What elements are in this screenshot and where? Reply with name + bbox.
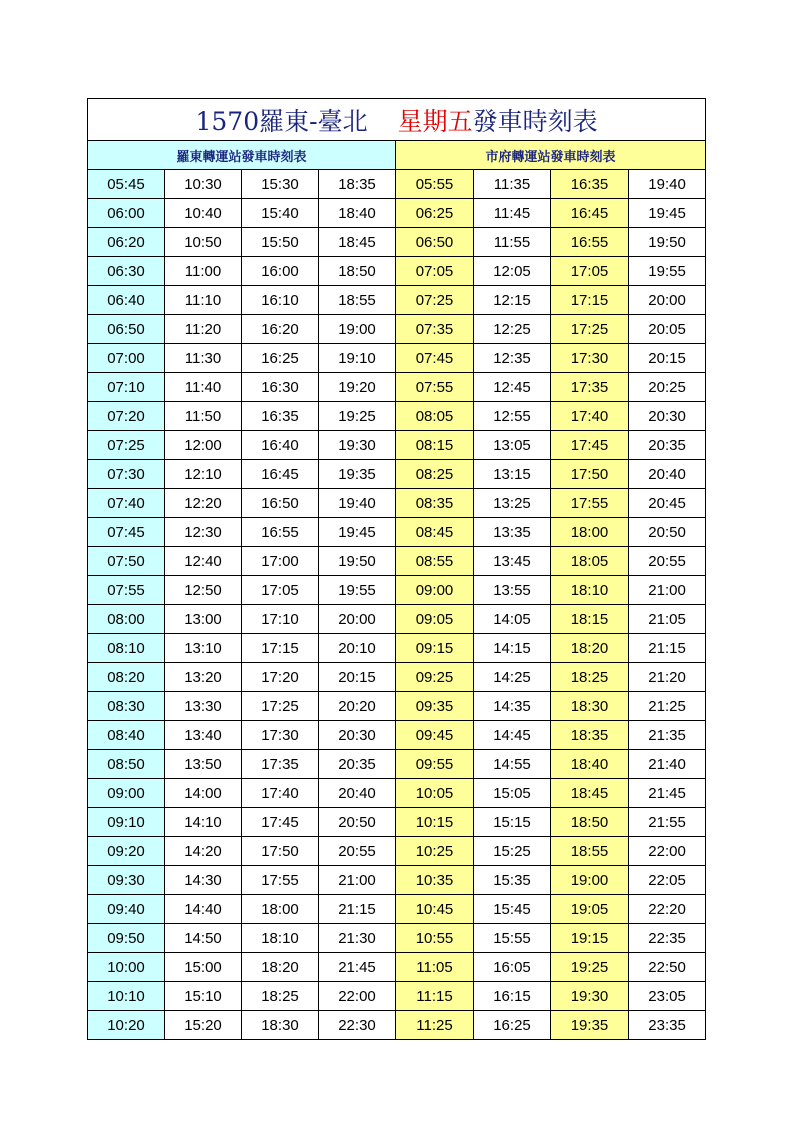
time-cell: 17:50	[551, 460, 629, 489]
time-cell: 20:40	[319, 779, 396, 808]
time-cell: 12:35	[474, 344, 551, 373]
title-row	[88, 99, 706, 141]
time-cell: 17:15	[551, 286, 629, 315]
time-cell: 20:05	[629, 315, 706, 344]
time-cell: 20:45	[629, 489, 706, 518]
time-cell: 18:00	[551, 518, 629, 547]
time-cell: 19:00	[551, 866, 629, 895]
time-cell: 09:00	[396, 576, 474, 605]
time-cell: 13:00	[165, 605, 242, 634]
time-cell: 18:55	[319, 286, 396, 315]
time-cell: 10:45	[396, 895, 474, 924]
time-cell: 18:55	[551, 837, 629, 866]
time-cell: 17:30	[242, 721, 319, 750]
time-cell: 17:35	[242, 750, 319, 779]
time-cell: 17:10	[242, 605, 319, 634]
table-row	[88, 634, 706, 663]
table-row	[88, 982, 706, 1011]
time-cell: 10:25	[396, 837, 474, 866]
title-suffix: 發車時刻表	[472, 106, 598, 136]
time-cell: 17:25	[551, 315, 629, 344]
time-cell: 18:45	[319, 228, 396, 257]
time-cell: 12:40	[165, 547, 242, 576]
time-cell: 11:35	[474, 170, 551, 199]
title-route: 1570羅東-臺北	[195, 106, 368, 136]
time-cell: 08:00	[88, 605, 165, 634]
time-cell: 11:20	[165, 315, 242, 344]
time-cell: 14:35	[474, 692, 551, 721]
time-cell: 21:40	[629, 750, 706, 779]
time-cell: 15:20	[165, 1011, 242, 1040]
time-cell: 18:40	[551, 750, 629, 779]
time-cell: 16:15	[474, 982, 551, 1011]
time-cell: 20:35	[319, 750, 396, 779]
time-cell: 18:25	[551, 663, 629, 692]
time-cell: 09:15	[396, 634, 474, 663]
time-cell: 17:25	[242, 692, 319, 721]
time-cell: 08:10	[88, 634, 165, 663]
time-cell: 21:15	[629, 634, 706, 663]
time-cell: 07:05	[396, 257, 474, 286]
time-cell: 09:50	[88, 924, 165, 953]
time-cell: 06:50	[88, 315, 165, 344]
time-cell: 09:35	[396, 692, 474, 721]
time-cell: 18:35	[551, 721, 629, 750]
time-cell: 12:45	[474, 373, 551, 402]
time-cell: 15:15	[474, 808, 551, 837]
time-cell: 21:35	[629, 721, 706, 750]
table-row	[88, 808, 706, 837]
time-cell: 19:50	[629, 228, 706, 257]
time-cell: 19:05	[551, 895, 629, 924]
time-cell: 17:35	[551, 373, 629, 402]
time-cell: 07:45	[88, 518, 165, 547]
table-row	[88, 576, 706, 605]
time-cell: 09:45	[396, 721, 474, 750]
time-cell: 08:55	[396, 547, 474, 576]
time-cell: 19:45	[319, 518, 396, 547]
time-cell: 14:00	[165, 779, 242, 808]
time-cell: 10:05	[396, 779, 474, 808]
time-cell: 10:30	[165, 170, 242, 199]
time-cell: 19:30	[319, 431, 396, 460]
time-cell: 11:40	[165, 373, 242, 402]
time-cell: 20:30	[629, 402, 706, 431]
time-cell: 07:45	[396, 344, 474, 373]
time-cell: 19:25	[551, 953, 629, 982]
time-cell: 21:00	[319, 866, 396, 895]
time-cell: 19:40	[629, 170, 706, 199]
time-cell: 17:05	[551, 257, 629, 286]
time-cell: 11:10	[165, 286, 242, 315]
time-cell: 20:15	[629, 344, 706, 373]
time-cell: 19:35	[551, 1011, 629, 1040]
time-cell: 14:50	[165, 924, 242, 953]
time-cell: 17:15	[242, 634, 319, 663]
time-cell: 10:20	[88, 1011, 165, 1040]
time-cell: 06:00	[88, 199, 165, 228]
time-cell: 12:55	[474, 402, 551, 431]
table-row	[88, 518, 706, 547]
time-cell: 18:50	[319, 257, 396, 286]
time-cell: 23:05	[629, 982, 706, 1011]
time-cell: 20:10	[319, 634, 396, 663]
time-cell: 08:25	[396, 460, 474, 489]
time-cell: 07:00	[88, 344, 165, 373]
time-cell: 12:30	[165, 518, 242, 547]
time-cell: 14:20	[165, 837, 242, 866]
time-cell: 08:05	[396, 402, 474, 431]
time-cell: 16:55	[551, 228, 629, 257]
time-cell: 18:30	[242, 1011, 319, 1040]
time-cell: 17:55	[242, 866, 319, 895]
time-cell: 20:35	[629, 431, 706, 460]
table-row	[88, 663, 706, 692]
time-cell: 13:35	[474, 518, 551, 547]
table-row	[88, 547, 706, 576]
time-cell: 09:05	[396, 605, 474, 634]
time-cell: 13:20	[165, 663, 242, 692]
time-cell: 14:15	[474, 634, 551, 663]
time-cell: 05:45	[88, 170, 165, 199]
time-cell: 12:15	[474, 286, 551, 315]
time-cell: 21:05	[629, 605, 706, 634]
time-cell: 15:45	[474, 895, 551, 924]
time-cell: 09:00	[88, 779, 165, 808]
time-cell: 16:05	[474, 953, 551, 982]
time-cell: 20:55	[319, 837, 396, 866]
time-cell: 21:30	[319, 924, 396, 953]
time-cell: 16:40	[242, 431, 319, 460]
time-cell: 16:55	[242, 518, 319, 547]
table-row	[88, 953, 706, 982]
table-row	[88, 228, 706, 257]
time-cell: 09:20	[88, 837, 165, 866]
time-cell: 16:00	[242, 257, 319, 286]
time-cell: 20:00	[319, 605, 396, 634]
time-cell: 12:05	[474, 257, 551, 286]
time-cell: 22:20	[629, 895, 706, 924]
time-cell: 18:45	[551, 779, 629, 808]
time-cell: 20:55	[629, 547, 706, 576]
time-cell: 15:40	[242, 199, 319, 228]
time-cell: 14:55	[474, 750, 551, 779]
time-cell: 11:50	[165, 402, 242, 431]
time-cell: 16:35	[551, 170, 629, 199]
time-cell: 18:10	[551, 576, 629, 605]
time-cell: 15:55	[474, 924, 551, 953]
time-cell: 15:30	[242, 170, 319, 199]
time-cell: 14:10	[165, 808, 242, 837]
time-cell: 19:55	[319, 576, 396, 605]
time-cell: 19:25	[319, 402, 396, 431]
time-cell: 12:10	[165, 460, 242, 489]
time-cell: 12:00	[165, 431, 242, 460]
time-cell: 13:05	[474, 431, 551, 460]
timetable	[87, 98, 706, 1040]
time-cell: 16:50	[242, 489, 319, 518]
time-cell: 16:30	[242, 373, 319, 402]
time-cell: 07:25	[396, 286, 474, 315]
time-cell: 21:25	[629, 692, 706, 721]
time-cell: 16:25	[474, 1011, 551, 1040]
time-cell: 15:25	[474, 837, 551, 866]
time-cell: 11:30	[165, 344, 242, 373]
time-cell: 17:40	[242, 779, 319, 808]
time-cell: 13:55	[474, 576, 551, 605]
time-cell: 08:15	[396, 431, 474, 460]
section-header-row	[88, 141, 706, 170]
time-cell: 19:15	[551, 924, 629, 953]
time-cell: 08:50	[88, 750, 165, 779]
time-cell: 20:50	[319, 808, 396, 837]
time-cell: 16:45	[242, 460, 319, 489]
table-row	[88, 402, 706, 431]
time-cell: 13:40	[165, 721, 242, 750]
time-cell: 14:05	[474, 605, 551, 634]
table-row	[88, 373, 706, 402]
time-cell: 18:25	[242, 982, 319, 1011]
time-cell: 14:25	[474, 663, 551, 692]
time-cell: 07:30	[88, 460, 165, 489]
time-cell: 12:20	[165, 489, 242, 518]
time-cell: 19:20	[319, 373, 396, 402]
time-cell: 18:50	[551, 808, 629, 837]
time-cell: 19:50	[319, 547, 396, 576]
time-cell: 05:55	[396, 170, 474, 199]
time-cell: 13:10	[165, 634, 242, 663]
time-cell: 15:05	[474, 779, 551, 808]
time-cell: 21:55	[629, 808, 706, 837]
time-cell: 11:00	[165, 257, 242, 286]
time-cell: 18:00	[242, 895, 319, 924]
time-cell: 16:35	[242, 402, 319, 431]
time-cell: 14:40	[165, 895, 242, 924]
time-cell: 06:40	[88, 286, 165, 315]
time-cell: 22:05	[629, 866, 706, 895]
time-cell: 21:00	[629, 576, 706, 605]
time-cell: 12:25	[474, 315, 551, 344]
table-row	[88, 750, 706, 779]
time-cell: 19:30	[551, 982, 629, 1011]
time-cell: 08:35	[396, 489, 474, 518]
time-cell: 11:45	[474, 199, 551, 228]
time-cell: 07:55	[396, 373, 474, 402]
time-cell: 13:25	[474, 489, 551, 518]
time-cell: 14:45	[474, 721, 551, 750]
time-cell: 17:00	[242, 547, 319, 576]
time-cell: 13:45	[474, 547, 551, 576]
table-row	[88, 199, 706, 228]
time-cell: 17:20	[242, 663, 319, 692]
time-cell: 14:30	[165, 866, 242, 895]
time-cell: 08:40	[88, 721, 165, 750]
time-cell: 10:50	[165, 228, 242, 257]
time-cell: 10:10	[88, 982, 165, 1011]
time-cell: 09:10	[88, 808, 165, 837]
time-cell: 17:55	[551, 489, 629, 518]
table-row	[88, 431, 706, 460]
table-row	[88, 721, 706, 750]
time-cell: 17:05	[242, 576, 319, 605]
time-cell: 11:05	[396, 953, 474, 982]
time-cell: 08:30	[88, 692, 165, 721]
time-cell: 20:20	[319, 692, 396, 721]
time-cell: 10:55	[396, 924, 474, 953]
time-cell: 06:25	[396, 199, 474, 228]
table-row	[88, 866, 706, 895]
time-cell: 17:30	[551, 344, 629, 373]
time-cell: 21:15	[319, 895, 396, 924]
time-cell: 09:25	[396, 663, 474, 692]
time-cell: 06:50	[396, 228, 474, 257]
time-cell: 18:30	[551, 692, 629, 721]
time-cell: 07:35	[396, 315, 474, 344]
table-row	[88, 257, 706, 286]
table-row	[88, 779, 706, 808]
time-cell: 17:40	[551, 402, 629, 431]
table-row	[88, 895, 706, 924]
time-cell: 23:35	[629, 1011, 706, 1040]
time-cell: 10:00	[88, 953, 165, 982]
luodong-section-header: 羅東轉運站發車時刻表	[88, 141, 396, 170]
time-cell: 15:00	[165, 953, 242, 982]
time-cell: 11:25	[396, 1011, 474, 1040]
time-cell: 09:40	[88, 895, 165, 924]
time-cell: 15:10	[165, 982, 242, 1011]
time-cell: 17:45	[242, 808, 319, 837]
time-cell: 16:10	[242, 286, 319, 315]
time-cell: 07:55	[88, 576, 165, 605]
table-row	[88, 286, 706, 315]
time-cell: 22:35	[629, 924, 706, 953]
time-cell: 18:35	[319, 170, 396, 199]
time-cell: 18:20	[242, 953, 319, 982]
time-cell: 20:30	[319, 721, 396, 750]
time-cell: 19:55	[629, 257, 706, 286]
time-cell: 22:00	[629, 837, 706, 866]
table-row	[88, 1011, 706, 1040]
time-cell: 07:50	[88, 547, 165, 576]
time-cell: 19:35	[319, 460, 396, 489]
time-cell: 13:15	[474, 460, 551, 489]
table-row	[88, 170, 706, 199]
table-row	[88, 605, 706, 634]
time-cell: 06:30	[88, 257, 165, 286]
time-cell: 19:10	[319, 344, 396, 373]
time-cell: 08:45	[396, 518, 474, 547]
table-row	[88, 315, 706, 344]
time-cell: 18:10	[242, 924, 319, 953]
page-title	[88, 99, 706, 141]
time-cell: 20:40	[629, 460, 706, 489]
table-row	[88, 692, 706, 721]
title-day: 星期五	[397, 106, 473, 136]
time-cell: 07:20	[88, 402, 165, 431]
time-cell: 16:25	[242, 344, 319, 373]
time-cell: 17:50	[242, 837, 319, 866]
table-row	[88, 837, 706, 866]
time-cell: 18:05	[551, 547, 629, 576]
time-cell: 17:45	[551, 431, 629, 460]
time-cell: 10:40	[165, 199, 242, 228]
table-row	[88, 924, 706, 953]
time-cell: 22:00	[319, 982, 396, 1011]
time-cell: 10:15	[396, 808, 474, 837]
time-cell: 21:45	[319, 953, 396, 982]
time-cell: 16:20	[242, 315, 319, 344]
time-cell: 16:45	[551, 199, 629, 228]
table-row	[88, 489, 706, 518]
time-cell: 12:50	[165, 576, 242, 605]
time-cell: 15:50	[242, 228, 319, 257]
time-cell: 19:45	[629, 199, 706, 228]
time-cell: 08:20	[88, 663, 165, 692]
table-row	[88, 460, 706, 489]
table-row	[88, 344, 706, 373]
time-cell: 22:30	[319, 1011, 396, 1040]
time-cell: 20:50	[629, 518, 706, 547]
time-cell: 22:50	[629, 953, 706, 982]
time-cell: 07:10	[88, 373, 165, 402]
time-cell: 11:15	[396, 982, 474, 1011]
time-cell: 09:30	[88, 866, 165, 895]
time-cell: 20:25	[629, 373, 706, 402]
time-cell: 07:25	[88, 431, 165, 460]
time-cell: 10:35	[396, 866, 474, 895]
time-cell: 15:35	[474, 866, 551, 895]
time-cell: 19:40	[319, 489, 396, 518]
time-cell: 19:00	[319, 315, 396, 344]
time-cell: 18:40	[319, 199, 396, 228]
time-cell: 11:55	[474, 228, 551, 257]
time-cell: 18:15	[551, 605, 629, 634]
time-cell: 18:20	[551, 634, 629, 663]
time-cell: 13:50	[165, 750, 242, 779]
time-cell: 21:20	[629, 663, 706, 692]
time-cell: 07:40	[88, 489, 165, 518]
time-cell: 06:20	[88, 228, 165, 257]
time-cell: 20:00	[629, 286, 706, 315]
time-cell: 21:45	[629, 779, 706, 808]
time-cell: 09:55	[396, 750, 474, 779]
time-cell: 20:15	[319, 663, 396, 692]
taipei-section-header: 市府轉運站發車時刻表	[396, 141, 706, 170]
time-cell: 13:30	[165, 692, 242, 721]
